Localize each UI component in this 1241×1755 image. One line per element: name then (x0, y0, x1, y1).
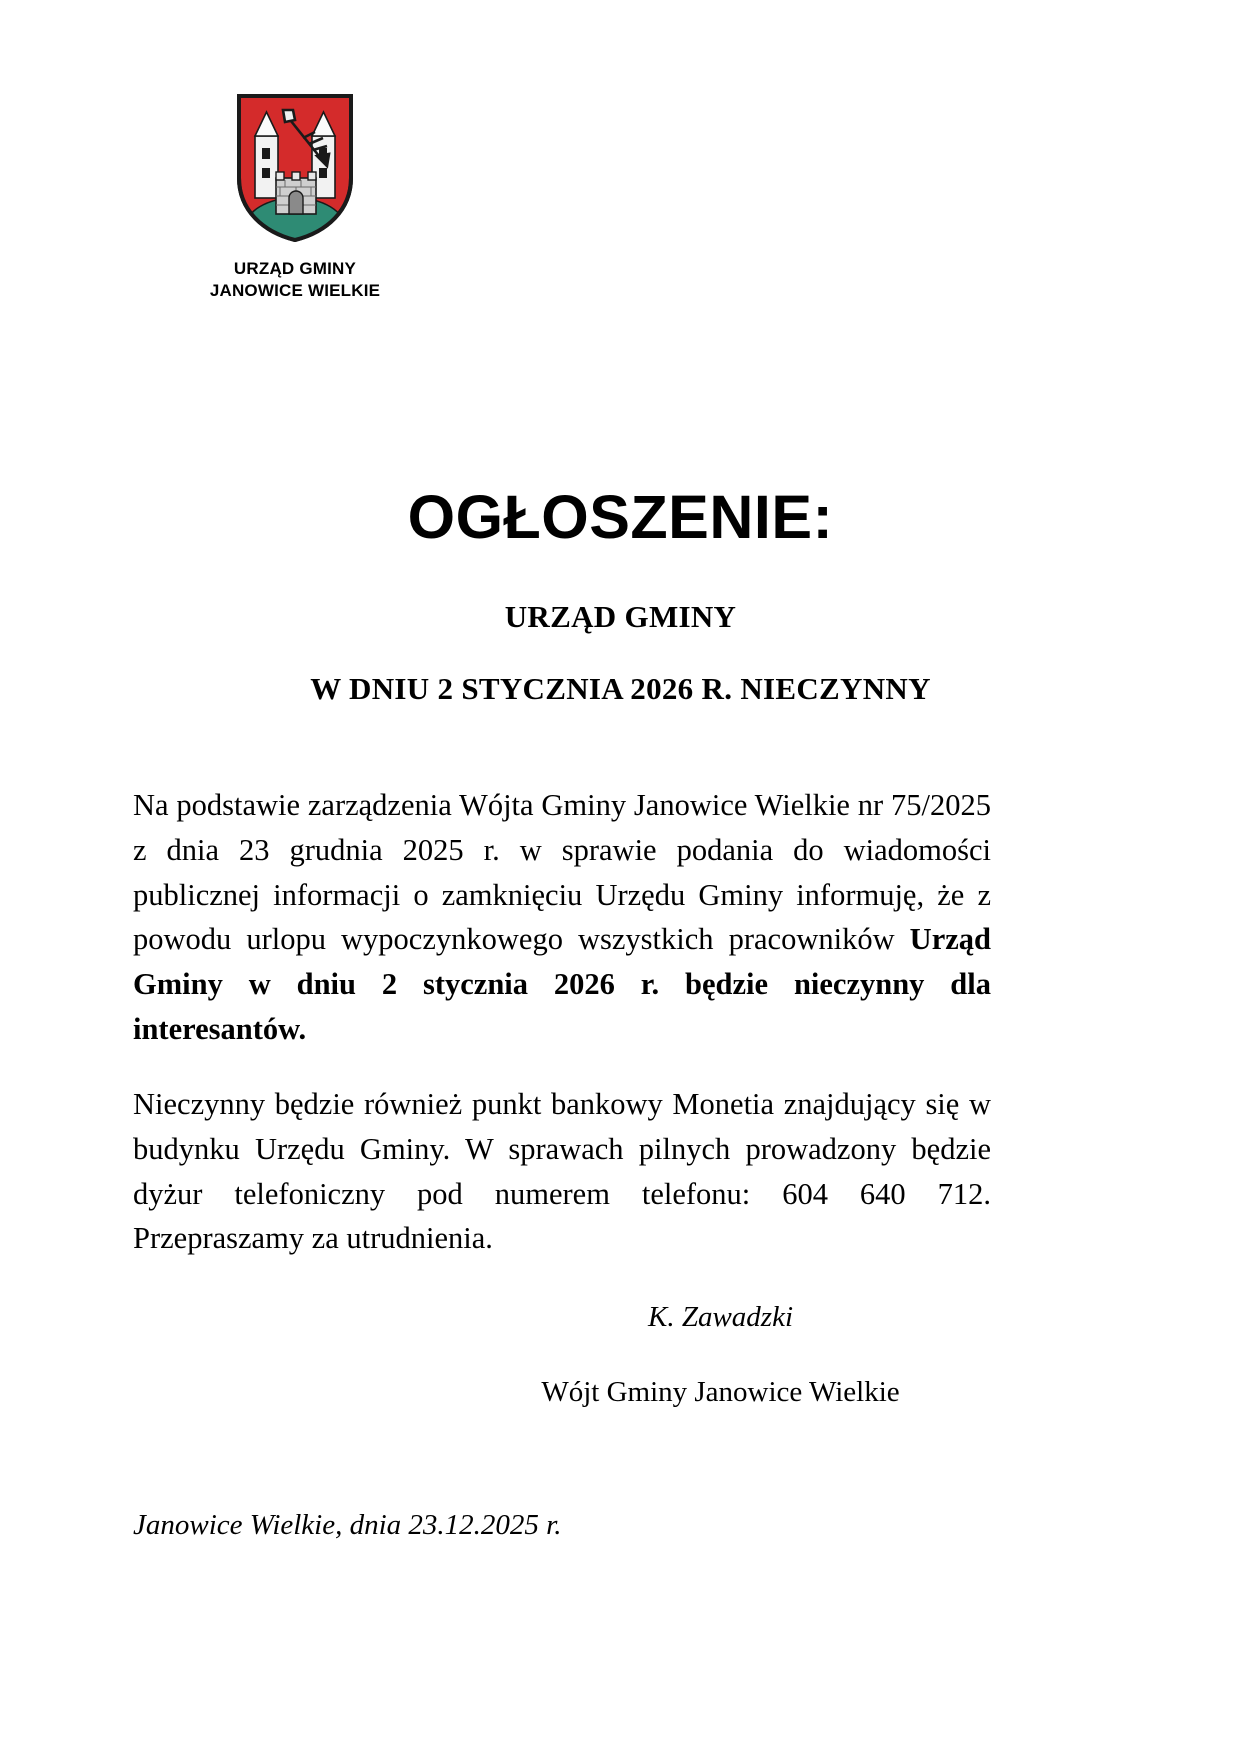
paragraph-1-lead: Na podstawie zarządzenia Wójta Gminy Janowice Wielkie nr 75/2025 z dnia 23 grudnia 2025 r. w sprawie podania do wiadomości publicznej informacji o zamknięciu Urzędu Gminy informuję, że z powodu urlopu wypoczynkowego wszystkich pracowników (133, 788, 991, 957)
coat-of-arms-icon (235, 92, 355, 244)
body-content (133, 783, 991, 1261)
paragraph-1-emphasis: Urząd Gminy w dniu 2 stycznia 2026 r. będzie nieczynny dla interesantów. (133, 922, 991, 1047)
signature-block (0, 1300, 1241, 1410)
subtitle-closure-date: W DNIU 2 STYCZNIA 2026 R. NIECZYNNY (310, 670, 931, 706)
signatory-role: Wójt Gminy Janowice Wielkie (541, 1375, 900, 1408)
letterhead-line-1: URZĄD GMINY (233, 259, 357, 278)
paragraph-bank-and-phone: Nieczynny będzie również punkt bankowy Monetia znajdujący się w budynku Urzędu Gminy. W sprawach pilnych prowadzony będzie dyżur telefoniczny pod numerem telefonu: 604 640 712. Przepraszamy za utrudnienia. (133, 1086, 991, 1256)
subtitle-office: URZĄD GMINY (504, 599, 737, 634)
place-and-date: Janowice Wielkie, dnia 23.12.2025 r. (133, 1509, 562, 1541)
letterhead-line-2: JANOWICE WIELKIE (209, 281, 381, 301)
letterhead (130, 92, 460, 303)
coat-of-arms (235, 92, 355, 244)
subtitle-block (0, 599, 1241, 706)
page-title: OGŁOSZENIE: (407, 483, 834, 551)
paragraph-legal-basis (133, 783, 991, 1052)
letterhead-text (130, 258, 460, 303)
signatory-name: K. Zawadzki (647, 1301, 794, 1333)
